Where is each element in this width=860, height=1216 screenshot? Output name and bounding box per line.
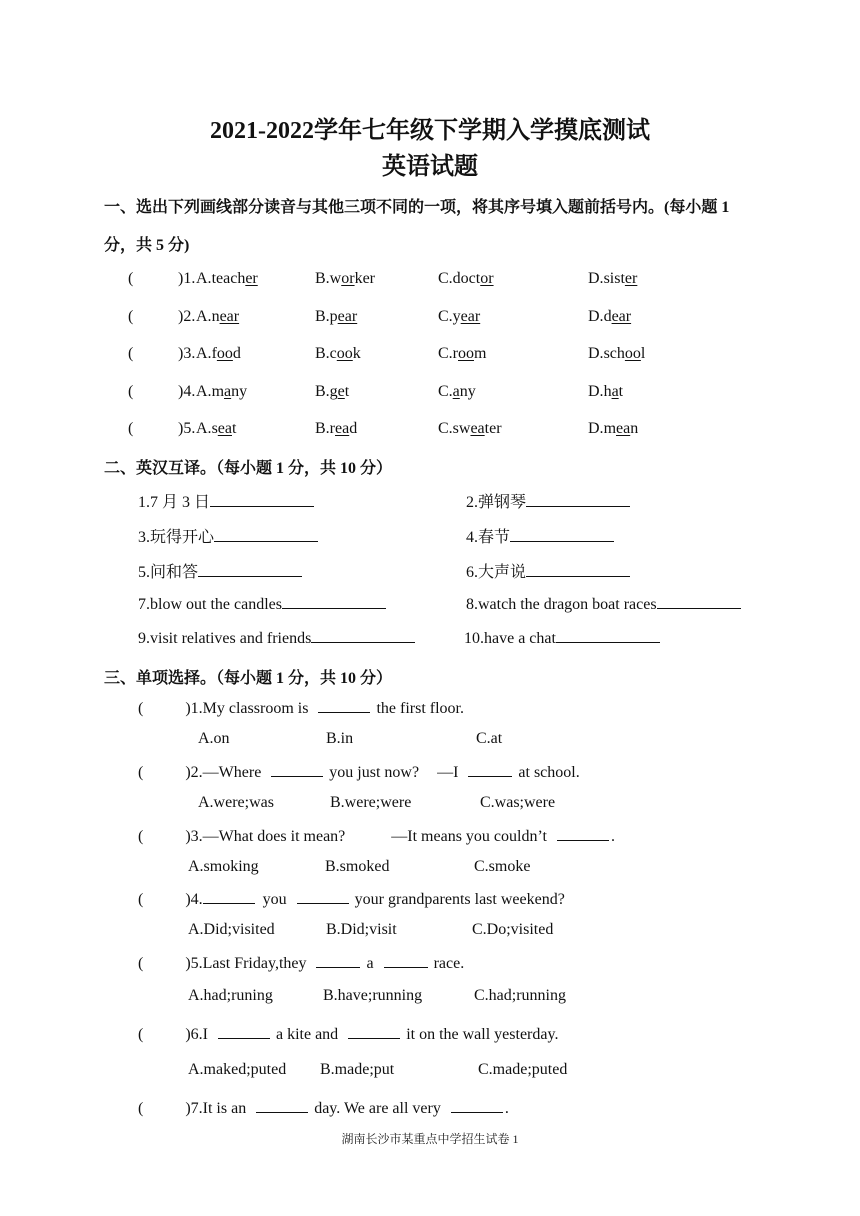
answer-blank[interactable]	[297, 889, 349, 904]
option-text: d	[232, 345, 241, 362]
translation-item	[138, 559, 302, 582]
translation-item	[138, 628, 415, 648]
phonetic-option	[438, 345, 486, 363]
phonetic-option	[196, 270, 258, 288]
option-text: D.	[588, 420, 604, 437]
q1-option-a[interactable]: A.on	[198, 730, 230, 747]
answer-blank[interactable]	[256, 1098, 308, 1113]
option-text: ter	[484, 420, 502, 437]
option-text: A.	[196, 383, 212, 400]
option-text: p	[329, 308, 338, 325]
answer-blank[interactable]	[198, 562, 302, 577]
underlined-letters: a	[452, 383, 460, 400]
q2-option-c[interactable]: C.was;were	[480, 794, 556, 811]
answer-blank[interactable]	[657, 594, 741, 609]
underlined-letters: ear	[611, 308, 632, 325]
answer-blank[interactable]	[384, 953, 428, 968]
translation-prompt: 10.have a chat	[464, 630, 556, 647]
phonetic-option	[315, 420, 357, 438]
option-text: n	[630, 420, 639, 437]
option-text: f	[211, 345, 217, 362]
answer-blank[interactable]	[203, 889, 255, 904]
option-text: B.	[315, 420, 330, 437]
answer-blank[interactable]	[316, 953, 360, 968]
option-text: c	[329, 345, 337, 362]
option-text: h	[603, 383, 612, 400]
underlined-letters: a	[224, 383, 232, 400]
question-7: ( )7.It is an day. We are all very .	[138, 1100, 509, 1117]
option-text: t	[232, 420, 237, 437]
underlined-letters: oo	[458, 345, 474, 362]
question-5: ( )5.Last Friday,they a race.	[138, 955, 465, 972]
phonetic-option	[196, 420, 236, 438]
underlined-letters: ea	[335, 420, 350, 437]
option-text: ker	[354, 270, 375, 287]
option-text: m	[211, 383, 225, 400]
phonetic-option	[315, 383, 349, 401]
option-text: g	[329, 383, 338, 400]
question-number: )5.	[178, 420, 196, 437]
option-text: r	[329, 420, 335, 437]
question-number: )3.	[178, 345, 196, 362]
translation-item	[138, 489, 314, 512]
answer-blank[interactable]	[318, 698, 370, 713]
q4-option-a[interactable]: A.Did;visited	[188, 921, 275, 938]
underlined-letters: a	[611, 383, 619, 400]
section1-heading: 一、选出下列画线部分读音与其他三项不同的一项，将其序号填入题前括号内。(每小题 1	[104, 199, 730, 216]
phonetic-option	[588, 345, 645, 363]
underlined-letters: ear	[460, 308, 481, 325]
option-text: t	[618, 383, 624, 400]
option-text: sch	[603, 345, 625, 362]
question-3: ( )3.—What does it mean? —It means you couldn’t .	[138, 828, 615, 845]
translation-item	[138, 524, 318, 547]
section3-heading: 三、单项选择。（每小题 1 分，共 10 分）	[104, 670, 393, 687]
option-text: B.	[315, 308, 330, 325]
phonetic-option	[588, 270, 637, 288]
answer-blank[interactable]	[556, 628, 660, 643]
q2-option-b[interactable]: B.were;were	[330, 794, 412, 811]
option-text: A.	[196, 308, 212, 325]
underlined-letters: oo	[624, 345, 641, 362]
answer-blank[interactable]	[311, 628, 415, 643]
page-footer: 湖南长沙市某重点中学招生试卷 1	[341, 1132, 519, 1146]
option-text: n	[211, 308, 220, 325]
option-text: sist	[603, 270, 625, 287]
underlined-letters: er	[245, 270, 258, 287]
translation-prompt: 2.弹钢琴	[466, 494, 527, 511]
q5-option-c[interactable]: C.had;running	[474, 987, 566, 1004]
q6-option-c[interactable]: C.made;puted	[478, 1061, 568, 1078]
q5-option-a[interactable]: A.had;runing	[188, 987, 273, 1004]
question-1: ( )1.My classroom is the first floor.	[138, 700, 464, 717]
question-number: )2.	[178, 308, 196, 325]
answer-bracket[interactable]: (	[128, 420, 134, 437]
translation-prompt: 6.大声说	[466, 564, 527, 581]
q6-option-b[interactable]: B.made;put	[320, 1061, 395, 1078]
phonetic-option	[196, 345, 241, 363]
option-text: y	[452, 308, 461, 325]
q1-option-b[interactable]: B.in	[326, 730, 354, 747]
option-text: d	[603, 308, 612, 325]
underlined-letters: ea	[470, 420, 485, 437]
underlined-letters: er	[624, 270, 638, 287]
answer-bracket[interactable]: (	[128, 308, 134, 325]
underlined-letters: ea	[616, 420, 631, 437]
phonetic-option	[196, 383, 247, 401]
translation-prompt: 3.玩得开心	[138, 529, 215, 546]
option-text: B.	[315, 270, 330, 287]
underlined-letters: ear	[219, 308, 240, 325]
phonetic-option	[315, 270, 375, 288]
question-number: )1.	[178, 270, 196, 287]
exam-title: 2021-2022学年七年级下学期入学摸底测试	[210, 118, 650, 144]
option-text: A.	[196, 270, 212, 287]
option-text: D.	[588, 308, 604, 325]
option-text: B.	[315, 383, 330, 400]
translation-prompt: 9.visit relatives and friends	[138, 630, 312, 647]
phonetic-option	[315, 345, 361, 363]
section1-heading-cont: 分，共 5 分)	[104, 237, 190, 254]
answer-blank[interactable]	[214, 527, 318, 542]
underlined-letters: ea	[217, 420, 232, 437]
translation-prompt: 8.watch the dragon boat races	[466, 596, 657, 613]
translation-item	[464, 628, 660, 648]
option-text: s	[211, 420, 218, 437]
translation-prompt: 7.blow out the candles	[138, 596, 282, 613]
section2-heading: 二、英汉互译。（每小题 1 分，共 10 分）	[104, 460, 393, 477]
question-number: )4.	[178, 383, 196, 400]
phonetic-option	[438, 270, 494, 288]
q4-option-c[interactable]: C.Do;visited	[472, 921, 554, 938]
q4-option-b[interactable]: B.Did;visit	[326, 921, 397, 938]
option-text: ny	[459, 383, 476, 400]
q1-option-c[interactable]: C.at	[476, 730, 503, 747]
option-text: teach	[211, 270, 246, 287]
option-text: r	[452, 345, 458, 362]
translation-prompt: 1.7 月 3 日	[138, 494, 211, 511]
translation-item	[466, 594, 741, 614]
q3-option-a[interactable]: A.smoking	[188, 858, 259, 875]
question-2: ( )2.—Where you just now? —I at school.	[138, 764, 580, 781]
answer-bracket[interactable]: (	[128, 270, 134, 287]
answer-blank[interactable]	[510, 527, 614, 542]
answer-blank[interactable]	[210, 492, 314, 507]
underlined-letters: or	[341, 270, 355, 287]
phonetic-option	[315, 308, 357, 326]
q6-option-a[interactable]: A.maked;puted	[188, 1061, 287, 1078]
answer-blank[interactable]	[468, 762, 512, 777]
question-6: ( )6.I a kite and it on the wall yesterday.	[138, 1026, 559, 1043]
phonetic-option	[438, 420, 502, 438]
answer-blank[interactable]	[348, 1024, 400, 1039]
q3-option-c[interactable]: C.smoke	[474, 858, 531, 875]
translation-item	[138, 594, 386, 614]
translation-prompt: 5.问和答	[138, 564, 199, 581]
answer-blank[interactable]	[526, 562, 630, 577]
phonetic-option	[588, 420, 638, 438]
phonetic-option	[196, 308, 239, 326]
answer-blank[interactable]	[282, 594, 386, 609]
option-text: t	[344, 383, 350, 400]
answer-bracket[interactable]: (	[128, 345, 134, 362]
underlined-letters: ear	[337, 308, 358, 325]
answer-bracket[interactable]: (	[128, 383, 134, 400]
option-text: C.	[438, 420, 453, 437]
option-text: D.	[588, 383, 604, 400]
option-text: D.	[588, 270, 604, 287]
option-text: C.	[438, 270, 453, 287]
underlined-letters: e	[337, 383, 345, 400]
phonetic-option	[438, 383, 476, 401]
option-text: A.	[196, 420, 212, 437]
option-text: B.	[315, 345, 330, 362]
option-text: ny	[231, 383, 248, 400]
option-text: k	[352, 345, 361, 362]
option-text: w	[329, 270, 342, 287]
phonetic-option	[588, 308, 631, 326]
answer-blank[interactable]	[526, 492, 630, 507]
option-text: D.	[588, 345, 604, 362]
translation-prompt: 4.春节	[466, 529, 511, 546]
translation-item	[466, 524, 614, 547]
q2-option-a[interactable]: A.were;was	[198, 794, 274, 811]
option-text: m	[603, 420, 617, 437]
answer-blank[interactable]	[451, 1098, 503, 1113]
answer-blank[interactable]	[218, 1024, 270, 1039]
answer-blank[interactable]	[271, 762, 323, 777]
translation-item	[466, 559, 630, 582]
option-text: C.	[438, 308, 453, 325]
q3-option-b[interactable]: B.smoked	[325, 858, 390, 875]
phonetic-option	[438, 308, 480, 326]
option-text: C.	[438, 383, 453, 400]
option-text: m	[474, 345, 487, 362]
question-4: ( )4. you your grandparents last weekend?	[138, 891, 565, 908]
answer-blank[interactable]	[557, 826, 609, 841]
option-text: C.	[438, 345, 453, 362]
underlined-letters: or	[480, 270, 494, 287]
phonetic-option	[588, 383, 623, 401]
exam-subtitle: 英语试题	[382, 154, 478, 180]
option-text: l	[640, 345, 646, 362]
option-text: d	[349, 420, 358, 437]
underlined-letters: oo	[336, 345, 353, 362]
underlined-letters: oo	[216, 345, 233, 362]
option-text: sw	[452, 420, 471, 437]
option-text: A.	[196, 345, 212, 362]
translation-item	[466, 489, 630, 512]
q5-option-b[interactable]: B.have;running	[323, 987, 423, 1004]
option-text: doct	[452, 270, 481, 287]
